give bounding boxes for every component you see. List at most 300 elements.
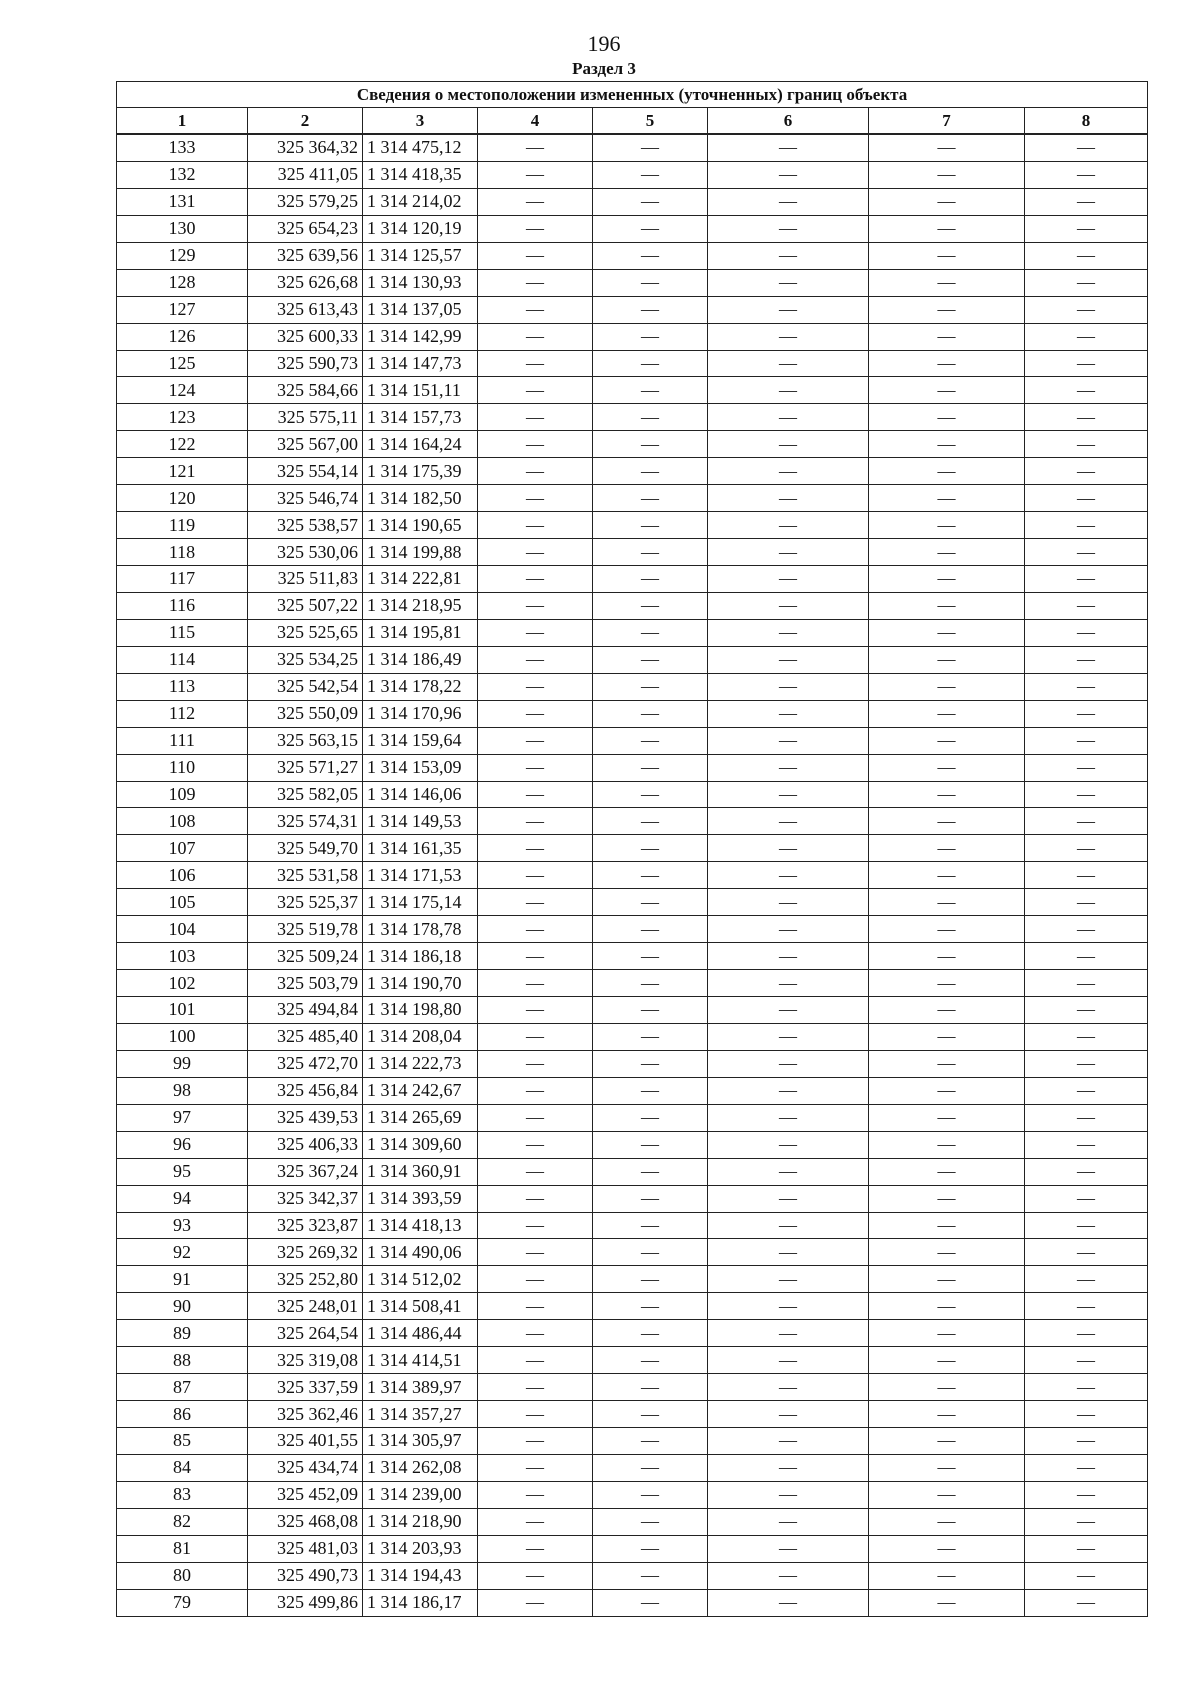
col7-cell: — (869, 566, 1025, 593)
col6-cell: — (708, 485, 869, 512)
col5-cell: — (593, 1077, 708, 1104)
col7-cell: — (869, 781, 1025, 808)
x-coordinate-cell: 325 364,32 (248, 134, 363, 161)
col7-cell: — (869, 1320, 1025, 1347)
col8-cell: — (1025, 889, 1148, 916)
col8-cell: — (1025, 134, 1148, 161)
col4-cell: — (478, 943, 593, 970)
col6-cell: — (708, 727, 869, 754)
point-number-cell: 122 (117, 431, 248, 458)
point-number-cell: 126 (117, 323, 248, 350)
y-coordinate-cell: 1 314 186,49 (363, 646, 478, 673)
col7-cell: — (869, 1293, 1025, 1320)
col8-cell: — (1025, 673, 1148, 700)
col6-cell: — (708, 1481, 869, 1508)
col5-cell: — (593, 431, 708, 458)
y-coordinate-cell: 1 314 194,43 (363, 1562, 478, 1589)
col6-cell: — (708, 566, 869, 593)
y-coordinate-cell: 1 314 182,50 (363, 485, 478, 512)
point-number-cell: 94 (117, 1185, 248, 1212)
y-coordinate-cell: 1 314 147,73 (363, 350, 478, 377)
table-caption: Сведения о местоположении измененных (уточненных) границ объекта (117, 82, 1148, 108)
col8-cell: — (1025, 808, 1148, 835)
col5-cell: — (593, 134, 708, 161)
table-row (117, 1454, 1148, 1481)
col7-cell: — (869, 269, 1025, 296)
point-number-cell: 132 (117, 161, 248, 188)
col5-cell: — (593, 997, 708, 1024)
col8-cell: — (1025, 1131, 1148, 1158)
col8-cell: — (1025, 970, 1148, 997)
col4-cell: — (478, 1347, 593, 1374)
col8-cell: — (1025, 1454, 1148, 1481)
point-number-cell: 129 (117, 242, 248, 269)
col8-cell: — (1025, 566, 1148, 593)
x-coordinate-cell: 325 401,55 (248, 1428, 363, 1455)
col4-cell: — (478, 727, 593, 754)
col7-cell: — (869, 215, 1025, 242)
col8-cell: — (1025, 646, 1148, 673)
col8-cell: — (1025, 619, 1148, 646)
col8-cell: — (1025, 458, 1148, 485)
col4-cell: — (478, 808, 593, 835)
table-row (117, 1428, 1148, 1455)
col7-cell: — (869, 1401, 1025, 1428)
col4-cell: — (478, 673, 593, 700)
col6-cell: — (708, 1185, 869, 1212)
col5-cell: — (593, 1562, 708, 1589)
col6-cell: — (708, 889, 869, 916)
table-row (117, 296, 1148, 323)
col4-cell: — (478, 431, 593, 458)
col7-cell: — (869, 619, 1025, 646)
col6-cell: — (708, 431, 869, 458)
col7-cell: — (869, 485, 1025, 512)
col7-cell: — (869, 323, 1025, 350)
col8-cell: — (1025, 592, 1148, 619)
col7-cell: — (869, 1077, 1025, 1104)
point-number-cell: 118 (117, 539, 248, 566)
col6-cell: — (708, 161, 869, 188)
col6-cell: — (708, 323, 869, 350)
col7-cell: — (869, 134, 1025, 161)
col4-cell: — (478, 1320, 593, 1347)
table-row (117, 1185, 1148, 1212)
x-coordinate-cell: 325 248,01 (248, 1293, 363, 1320)
col5-cell: — (593, 188, 708, 215)
y-coordinate-cell: 1 314 175,14 (363, 889, 478, 916)
col7-cell: — (869, 431, 1025, 458)
col8-cell: — (1025, 188, 1148, 215)
x-coordinate-cell: 325 342,37 (248, 1185, 363, 1212)
col7-cell: — (869, 188, 1025, 215)
col5-cell: — (593, 970, 708, 997)
col7-cell: — (869, 242, 1025, 269)
table-row (117, 404, 1148, 431)
col7-cell: — (869, 970, 1025, 997)
col4-cell: — (478, 188, 593, 215)
col4-cell: — (478, 889, 593, 916)
col8-cell: — (1025, 1212, 1148, 1239)
col7-cell: — (869, 754, 1025, 781)
col7-cell: — (869, 835, 1025, 862)
col6-cell: — (708, 646, 869, 673)
y-coordinate-cell: 1 314 414,51 (363, 1347, 478, 1374)
y-coordinate-cell: 1 314 178,78 (363, 916, 478, 943)
x-coordinate-cell: 325 319,08 (248, 1347, 363, 1374)
col4-cell: — (478, 592, 593, 619)
table-row (117, 835, 1148, 862)
point-number-cell: 103 (117, 943, 248, 970)
point-number-cell: 128 (117, 269, 248, 296)
y-coordinate-cell: 1 314 490,06 (363, 1239, 478, 1266)
x-coordinate-cell: 325 481,03 (248, 1535, 363, 1562)
table-row (117, 970, 1148, 997)
x-coordinate-cell: 325 452,09 (248, 1481, 363, 1508)
col5-cell: — (593, 889, 708, 916)
table-row (117, 619, 1148, 646)
col7-cell: — (869, 458, 1025, 485)
x-coordinate-cell: 325 367,24 (248, 1158, 363, 1185)
col7-cell: — (869, 161, 1025, 188)
col7-cell: — (869, 1562, 1025, 1589)
table-row (117, 1077, 1148, 1104)
col4-cell: — (478, 1266, 593, 1293)
col5-cell: — (593, 323, 708, 350)
col5-cell: — (593, 458, 708, 485)
point-number-cell: 89 (117, 1320, 248, 1347)
col4-cell: — (478, 1050, 593, 1077)
x-coordinate-cell: 325 456,84 (248, 1077, 363, 1104)
col4-cell: — (478, 539, 593, 566)
col4-cell: — (478, 485, 593, 512)
col4-cell: — (478, 1401, 593, 1428)
col6-cell: — (708, 350, 869, 377)
col6-cell: — (708, 134, 869, 161)
table-caption-row (117, 82, 1148, 108)
y-coordinate-cell: 1 314 508,41 (363, 1293, 478, 1320)
table-row (117, 727, 1148, 754)
x-coordinate-cell: 325 411,05 (248, 161, 363, 188)
col6-cell: — (708, 862, 869, 889)
col5-cell: — (593, 592, 708, 619)
y-coordinate-cell: 1 314 186,17 (363, 1589, 478, 1616)
table-row (117, 323, 1148, 350)
col4-cell: — (478, 566, 593, 593)
col4-cell: — (478, 1562, 593, 1589)
table-row (117, 889, 1148, 916)
table-row (117, 1239, 1148, 1266)
table-row (117, 1320, 1148, 1347)
col5-cell: — (593, 1454, 708, 1481)
col6-cell: — (708, 215, 869, 242)
col4-cell: — (478, 296, 593, 323)
x-coordinate-cell: 325 639,56 (248, 242, 363, 269)
col6-cell: — (708, 943, 869, 970)
col5-cell: — (593, 269, 708, 296)
table-row (117, 646, 1148, 673)
col6-cell: — (708, 781, 869, 808)
point-number-cell: 123 (117, 404, 248, 431)
point-number-cell: 83 (117, 1481, 248, 1508)
col6-cell: — (708, 916, 869, 943)
x-coordinate-cell: 325 563,15 (248, 727, 363, 754)
x-coordinate-cell: 325 519,78 (248, 916, 363, 943)
col7-cell: — (869, 1589, 1025, 1616)
col6-cell: — (708, 1131, 869, 1158)
point-number-cell: 131 (117, 188, 248, 215)
col6-cell: — (708, 539, 869, 566)
point-number-cell: 87 (117, 1374, 248, 1401)
table-row (117, 1158, 1148, 1185)
table-row (117, 269, 1148, 296)
col7-cell: — (869, 539, 1025, 566)
col8-cell: — (1025, 835, 1148, 862)
col5-cell: — (593, 781, 708, 808)
x-coordinate-cell: 325 590,73 (248, 350, 363, 377)
point-number-cell: 115 (117, 619, 248, 646)
y-coordinate-cell: 1 314 120,19 (363, 215, 478, 242)
x-coordinate-cell: 325 531,58 (248, 862, 363, 889)
col5-cell: — (593, 808, 708, 835)
col5-cell: — (593, 1212, 708, 1239)
col7-cell: — (869, 404, 1025, 431)
table-row (117, 1266, 1148, 1293)
col4-cell: — (478, 1131, 593, 1158)
table-row (117, 1374, 1148, 1401)
table-row (117, 1347, 1148, 1374)
col7-cell: — (869, 1508, 1025, 1535)
col8-cell: — (1025, 350, 1148, 377)
point-number-cell: 86 (117, 1401, 248, 1428)
x-coordinate-cell: 325 525,65 (248, 619, 363, 646)
col8-cell: — (1025, 727, 1148, 754)
col5-cell: — (593, 1347, 708, 1374)
col8-cell: — (1025, 1266, 1148, 1293)
table-row (117, 673, 1148, 700)
col5-cell: — (593, 1023, 708, 1050)
y-coordinate-cell: 1 314 265,69 (363, 1104, 478, 1131)
col8-cell: — (1025, 215, 1148, 242)
y-coordinate-cell: 1 314 149,53 (363, 808, 478, 835)
col5-cell: — (593, 1293, 708, 1320)
x-coordinate-cell: 325 362,46 (248, 1401, 363, 1428)
y-coordinate-cell: 1 314 178,22 (363, 673, 478, 700)
col6-cell: — (708, 1158, 869, 1185)
col5-cell: — (593, 673, 708, 700)
x-coordinate-cell: 325 503,79 (248, 970, 363, 997)
table-row (117, 188, 1148, 215)
page-number: 196 (587, 31, 621, 56)
column-header: 4 (478, 108, 593, 135)
col6-cell: — (708, 1212, 869, 1239)
col6-cell: — (708, 619, 869, 646)
col4-cell: — (478, 754, 593, 781)
col6-cell: — (708, 404, 869, 431)
col6-cell: — (708, 1266, 869, 1293)
col7-cell: — (869, 646, 1025, 673)
y-coordinate-cell: 1 314 161,35 (363, 835, 478, 862)
col5-cell: — (593, 404, 708, 431)
point-number-cell: 90 (117, 1293, 248, 1320)
col7-cell: — (869, 377, 1025, 404)
col5-cell: — (593, 1535, 708, 1562)
section-title: Раздел 3 (572, 59, 636, 78)
col7-cell: — (869, 673, 1025, 700)
col5-cell: — (593, 619, 708, 646)
table-row (117, 1050, 1148, 1077)
point-number-cell: 120 (117, 485, 248, 512)
col5-cell: — (593, 1589, 708, 1616)
col8-cell: — (1025, 997, 1148, 1024)
table-row (117, 458, 1148, 485)
col4-cell: — (478, 862, 593, 889)
x-coordinate-cell: 325 485,40 (248, 1023, 363, 1050)
point-number-cell: 130 (117, 215, 248, 242)
col4-cell: — (478, 1454, 593, 1481)
x-coordinate-cell: 325 252,80 (248, 1266, 363, 1293)
col5-cell: — (593, 161, 708, 188)
y-coordinate-cell: 1 314 357,27 (363, 1401, 478, 1428)
y-coordinate-cell: 1 314 175,39 (363, 458, 478, 485)
col7-cell: — (869, 997, 1025, 1024)
col8-cell: — (1025, 781, 1148, 808)
y-coordinate-cell: 1 314 137,05 (363, 296, 478, 323)
x-coordinate-cell: 325 490,73 (248, 1562, 363, 1589)
col4-cell: — (478, 404, 593, 431)
col5-cell: — (593, 1185, 708, 1212)
table-row (117, 997, 1148, 1024)
x-coordinate-cell: 325 579,25 (248, 188, 363, 215)
col6-cell: — (708, 296, 869, 323)
col5-cell: — (593, 566, 708, 593)
col7-cell: — (869, 916, 1025, 943)
col4-cell: — (478, 1589, 593, 1616)
col8-cell: — (1025, 1158, 1148, 1185)
col4-cell: — (478, 1374, 593, 1401)
table-row (117, 862, 1148, 889)
table-row (117, 350, 1148, 377)
col6-cell: — (708, 242, 869, 269)
y-coordinate-cell: 1 314 171,53 (363, 862, 478, 889)
table-row (117, 539, 1148, 566)
col7-cell: — (869, 1535, 1025, 1562)
col8-cell: — (1025, 404, 1148, 431)
col6-cell: — (708, 1320, 869, 1347)
col4-cell: — (478, 1239, 593, 1266)
x-coordinate-cell: 325 530,06 (248, 539, 363, 566)
point-number-cell: 80 (117, 1562, 248, 1589)
col4-cell: — (478, 1293, 593, 1320)
column-header: 8 (1025, 108, 1148, 135)
col6-cell: — (708, 1454, 869, 1481)
col4-cell: — (478, 1104, 593, 1131)
col4-cell: — (478, 323, 593, 350)
col4-cell: — (478, 1481, 593, 1508)
x-coordinate-cell: 325 584,66 (248, 377, 363, 404)
x-coordinate-cell: 325 337,59 (248, 1374, 363, 1401)
table-row (117, 215, 1148, 242)
table-row (117, 808, 1148, 835)
col5-cell: — (593, 1050, 708, 1077)
col7-cell: — (869, 1428, 1025, 1455)
col5-cell: — (593, 1401, 708, 1428)
col7-cell: — (869, 700, 1025, 727)
x-coordinate-cell: 325 269,32 (248, 1239, 363, 1266)
col7-cell: — (869, 943, 1025, 970)
col8-cell: — (1025, 943, 1148, 970)
point-number-cell: 82 (117, 1508, 248, 1535)
column-header: 7 (869, 108, 1025, 135)
point-number-cell: 105 (117, 889, 248, 916)
col5-cell: — (593, 1131, 708, 1158)
col4-cell: — (478, 700, 593, 727)
point-number-cell: 117 (117, 566, 248, 593)
x-coordinate-cell: 325 554,14 (248, 458, 363, 485)
col8-cell: — (1025, 1104, 1148, 1131)
col6-cell: — (708, 1401, 869, 1428)
col5-cell: — (593, 835, 708, 862)
column-header: 1 (117, 108, 248, 135)
col6-cell: — (708, 1562, 869, 1589)
table-row (117, 1481, 1148, 1508)
col8-cell: — (1025, 916, 1148, 943)
y-coordinate-cell: 1 314 151,11 (363, 377, 478, 404)
y-coordinate-cell: 1 314 208,04 (363, 1023, 478, 1050)
y-coordinate-cell: 1 314 222,73 (363, 1050, 478, 1077)
col5-cell: — (593, 700, 708, 727)
col7-cell: — (869, 1131, 1025, 1158)
table-row (117, 1104, 1148, 1131)
col6-cell: — (708, 970, 869, 997)
table-row (117, 134, 1148, 161)
x-coordinate-cell: 325 600,33 (248, 323, 363, 350)
col8-cell: — (1025, 1347, 1148, 1374)
y-coordinate-cell: 1 314 142,99 (363, 323, 478, 350)
col6-cell: — (708, 1239, 869, 1266)
col6-cell: — (708, 1508, 869, 1535)
table-row (117, 754, 1148, 781)
table-row (117, 1023, 1148, 1050)
col4-cell: — (478, 970, 593, 997)
col4-cell: — (478, 1212, 593, 1239)
col5-cell: — (593, 943, 708, 970)
x-coordinate-cell: 325 509,24 (248, 943, 363, 970)
y-coordinate-cell: 1 314 218,95 (363, 592, 478, 619)
col4-cell: — (478, 1158, 593, 1185)
x-coordinate-cell: 325 525,37 (248, 889, 363, 916)
col5-cell: — (593, 350, 708, 377)
x-coordinate-cell: 325 626,68 (248, 269, 363, 296)
x-coordinate-cell: 325 550,09 (248, 700, 363, 727)
col6-cell: — (708, 377, 869, 404)
table-row (117, 512, 1148, 539)
col8-cell: — (1025, 1428, 1148, 1455)
y-coordinate-cell: 1 314 203,93 (363, 1535, 478, 1562)
col6-cell: — (708, 1077, 869, 1104)
y-coordinate-cell: 1 314 242,67 (363, 1077, 478, 1104)
y-coordinate-cell: 1 314 239,00 (363, 1481, 478, 1508)
point-number-cell: 107 (117, 835, 248, 862)
y-coordinate-cell: 1 314 125,57 (363, 242, 478, 269)
y-coordinate-cell: 1 314 309,60 (363, 1131, 478, 1158)
col8-cell: — (1025, 754, 1148, 781)
table-row (117, 592, 1148, 619)
col7-cell: — (869, 1374, 1025, 1401)
col6-cell: — (708, 808, 869, 835)
col4-cell: — (478, 242, 593, 269)
col4-cell: — (478, 1185, 593, 1212)
